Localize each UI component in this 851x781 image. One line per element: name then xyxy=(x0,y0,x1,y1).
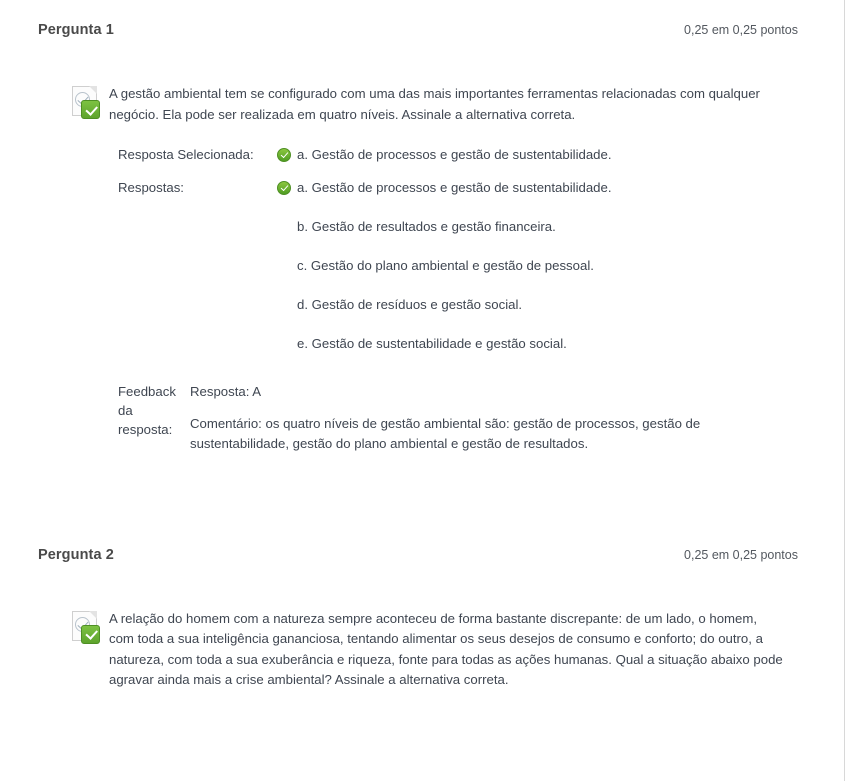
question-title-2: Pergunta 2 xyxy=(38,546,114,563)
option-text: c. Gestão do plano ambiental e gestão de pessoal. xyxy=(297,258,594,273)
document-correct-icon xyxy=(70,86,102,118)
question-prompt-1 xyxy=(0,84,844,125)
options-row xyxy=(118,178,844,353)
feedback-answer: Resposta: A xyxy=(190,384,262,399)
empty-check-slot xyxy=(277,217,297,236)
answers-section-1 xyxy=(0,125,844,353)
empty-check-slot xyxy=(277,295,297,314)
circle-check-icon xyxy=(277,148,291,162)
question-header-2 xyxy=(0,547,844,563)
option-text: d. Gestão de resíduos e gestão social. xyxy=(297,297,523,312)
selected-answer-text: a. Gestão de processos e gestão de sustentabilidade. xyxy=(297,147,612,162)
section-spacer xyxy=(0,455,844,547)
question-points-1: 0,25 em 0,25 pontos xyxy=(684,23,798,37)
question-title-1: Pergunta 1 xyxy=(38,22,114,38)
options-list xyxy=(277,178,612,353)
correct-check-slot xyxy=(277,145,297,164)
question-text-1: A gestão ambiental tem se configurado com uma das mais importantes ferramentas relacionadas com qualquer negócio. Ela pode ser realizada em quatro níveis. Assinale a alternativa correta. xyxy=(109,86,760,122)
answers-list-label: Respostas: xyxy=(118,180,184,195)
question-points-2: 0,25 em 0,25 pontos xyxy=(684,547,798,562)
circle-check-icon xyxy=(277,181,291,195)
option-text: e. Gestão de sustentabilidade e gestão social. xyxy=(297,336,567,351)
feedback-comment: Comentário: os quatro níveis de gestão ambiental são: gestão de processos, gestão de sustentabilidade, gestão do plano ambiental e gestão de resultados. xyxy=(190,415,701,451)
empty-check-slot xyxy=(277,256,297,275)
empty-check-slot xyxy=(277,334,297,353)
question-block-2 xyxy=(0,547,844,691)
document-correct-icon xyxy=(70,611,102,643)
list-item xyxy=(277,334,612,353)
list-item xyxy=(277,295,612,314)
option-text: b. Gestão de resultados e gestão financeira. xyxy=(297,219,556,234)
selected-answer-label: Resposta Selecionada: xyxy=(118,147,254,162)
feedback-body xyxy=(190,382,764,455)
feedback-section-1 xyxy=(0,373,844,455)
correct-check-slot xyxy=(277,178,297,197)
green-check-badge xyxy=(81,625,100,644)
question-prompt-2 xyxy=(0,609,844,691)
selected-answer-body xyxy=(277,145,612,164)
option-text: a. Gestão de processos e gestão de sustentabilidade. xyxy=(297,180,612,195)
green-check-badge xyxy=(81,100,100,119)
feedback-label: Feedback da resposta: xyxy=(118,384,176,437)
list-item xyxy=(277,256,612,275)
list-item xyxy=(277,178,612,197)
document-fold xyxy=(89,86,97,94)
list-item xyxy=(277,217,612,236)
selected-answer-row xyxy=(118,145,844,164)
question-text-2: A relação do homem com a natureza sempre aconteceu de forma bastante discrepante: de um lado, o homem, com toda a sua inteligência gananciosa, tentando alimentar os seus desejos de consumo e conforto; do outro, a natureza, com toda a sua exuberância e riqueza, fonte para todas as ações humanas. Qual a situação abaixo pode agravar ainda mais a crise ambiental? Assinale a alternativa correta. xyxy=(109,610,783,687)
question-header-1 xyxy=(0,22,844,38)
document-fold xyxy=(89,611,97,619)
